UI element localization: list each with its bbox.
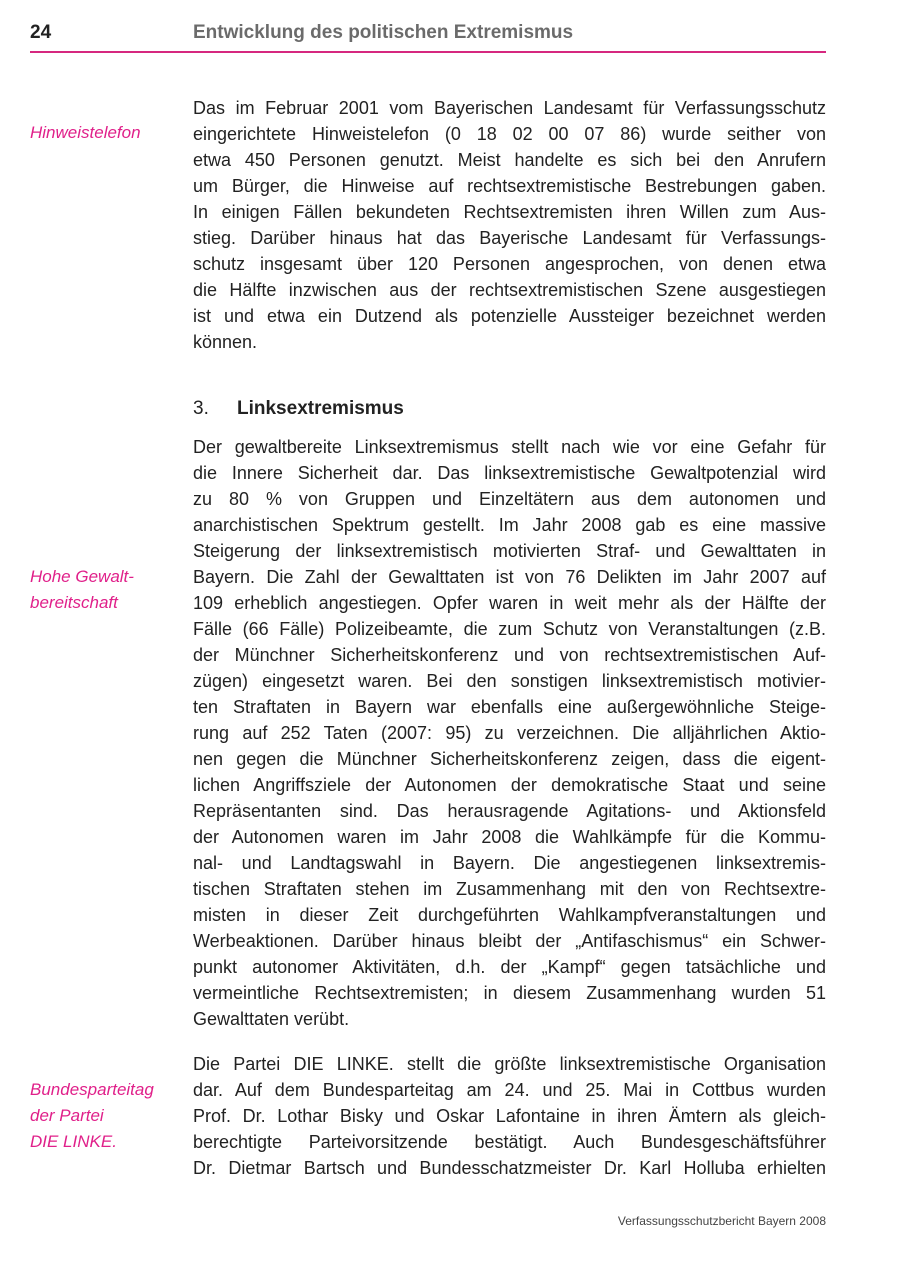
header-rule	[30, 51, 826, 53]
text-line: vermeintliche Rechtsextremisten; in diesem Zusammenhang wurden 51	[193, 983, 826, 1003]
text-line: Werbeaktionen. Darüber hinaus bleibt der „Antifaschismus“ ein Schwer-	[193, 931, 826, 951]
text-line: Hinweistelefon	[30, 123, 141, 142]
text-line: punkt autonomer Aktivitäten, d.h. der „Kampf“ gegen tatsächliche und	[193, 957, 826, 977]
text-line: dar. Auf dem Bundesparteitag am 24. und 25. Mai in Cottbus wurden	[193, 1080, 826, 1100]
text-line: der Partei	[30, 1106, 104, 1125]
text-line: können.	[193, 332, 258, 352]
text-line: schutz insgesamt über 120 Personen angesprochen, von denen etwa	[193, 254, 826, 274]
text-line: Das im Februar 2001 vom Bayerischen Landesamt für Verfassungsschutz	[193, 98, 826, 118]
text-line: die Hälfte inzwischen aus der rechtsextremistischen Szene ausgestiegen	[193, 280, 826, 300]
text-line: bereitschaft	[30, 593, 118, 612]
text-line: tischen Straftaten stehen im Zusammenhang mit den von Rechtsextre-	[193, 879, 826, 899]
text-line: nal- und Landtagswahl in Bayern. Die angestiegenen linksextremis-	[193, 853, 826, 873]
text-line: Der gewaltbereite Linksextremismus stellt nach wie vor eine Gefahr für	[193, 437, 826, 457]
text-line: Fälle (66 Fälle) Polizeibeamte, die zum Schutz von Veranstaltungen (z.B.	[193, 619, 826, 639]
margin-note-hinweistelefon	[30, 120, 141, 146]
footer-text: Verfassungsschutzbericht Bayern 2008	[617, 1214, 826, 1228]
text-line: Repräsentanten sind. Das herausragende Agitations- und Aktionsfeld	[193, 801, 826, 821]
text-line: Die Partei DIE LINKE. stellt die größte linksextremistische Organisation	[193, 1054, 826, 1074]
text-line: 109 erheblich angestiegen. Opfer waren in weit mehr als der Hälfte der	[193, 593, 826, 613]
text-line: zügen) eingesetzt waren. Bei den sonstigen linksextremistisch motivier-	[193, 671, 826, 691]
text-line: anarchistischen Spektrum gestellt. Im Jahr 2008 gab es eine massive	[193, 515, 826, 535]
text-line: stieg. Darüber hinaus hat das Bayerische Landesamt für Verfassungs-	[193, 228, 826, 248]
text-line: lichen Angriffsziele der Autonomen der demokratische Staat und seine	[193, 775, 826, 795]
section-title: Linksextremismus	[237, 398, 404, 419]
paragraph-die-linke	[193, 1051, 826, 1181]
text-line: ten Straftaten in Bayern war ebenfalls eine außergewöhnliche Steige-	[193, 697, 826, 717]
running-header-title: Entwicklung des politischen Extremismus	[193, 22, 574, 43]
text-line: zu 80 % von Gruppen und Einzeltätern aus dem autonomen und	[193, 489, 826, 509]
text-line: Prof. Dr. Lothar Bisky und Oskar Lafontaine in ihren Ämtern als gleich-	[193, 1106, 826, 1126]
text-line: ist und etwa ein Dutzend als potenzielle Aussteiger bezeichnet werden	[193, 306, 826, 326]
margin-note-bundesparteitag	[30, 1077, 154, 1155]
text-line: der Autonomen waren im Jahr 2008 die Wahlkämpfe für die Kommu-	[193, 827, 826, 847]
text-line: Bayern. Die Zahl der Gewalttaten ist von 76 Delikten im Jahr 2007 auf	[193, 567, 826, 587]
text-line: rung auf 252 Taten (2007: 95) zu verzeichnen. Die alljährlichen Aktio-	[193, 723, 826, 743]
margin-note-gewaltbereitschaft	[30, 564, 134, 616]
page-number: 24	[30, 22, 52, 43]
text-line: misten in dieser Zeit durchgeführten Wahlkampfveranstaltungen und	[193, 905, 826, 925]
text-line: Hohe Gewalt-	[30, 567, 134, 586]
text-line: Dr. Dietmar Bartsch und Bundesschatzmeister Dr. Karl Holluba erhielten	[193, 1158, 826, 1178]
paragraph-linksextremismus	[193, 434, 826, 1032]
text-line: In einigen Fällen bekundeten Rechtsextremisten ihren Willen zum Aus-	[193, 202, 826, 222]
text-line: DIE LINKE.	[30, 1132, 117, 1151]
text-line: Gewalttaten verübt.	[193, 1009, 350, 1029]
paragraph-hinweistelefon	[193, 95, 826, 355]
section-number: 3.	[193, 398, 209, 419]
section-heading	[193, 396, 404, 422]
text-line: berechtigte Parteivorsitzende bestätigt. Auch Bundesgeschäftsführer	[193, 1132, 826, 1152]
text-line: eingerichtete Hinweistelefon (0 18 02 00 07 86) wurde seither von	[193, 124, 826, 144]
text-line: Steigerung der linksextremistisch motivierten Straf- und Gewalttaten in	[193, 541, 826, 561]
text-line: um Bürger, die Hinweise auf rechtsextremistische Bestrebungen gaben.	[193, 176, 826, 196]
text-line: der Münchner Sicherheitskonferenz und von rechtsextremistischen Auf-	[193, 645, 826, 665]
text-line: etwa 450 Personen genutzt. Meist handelte es sich bei den Anrufern	[193, 150, 826, 170]
text-line: nen gegen die Münchner Sicherheitskonferenz zeigen, dass die eigent-	[193, 749, 826, 769]
text-line: Bundesparteitag	[30, 1080, 154, 1099]
text-line: die Innere Sicherheit dar. Das linksextremistische Gewaltpotenzial wird	[193, 463, 826, 483]
